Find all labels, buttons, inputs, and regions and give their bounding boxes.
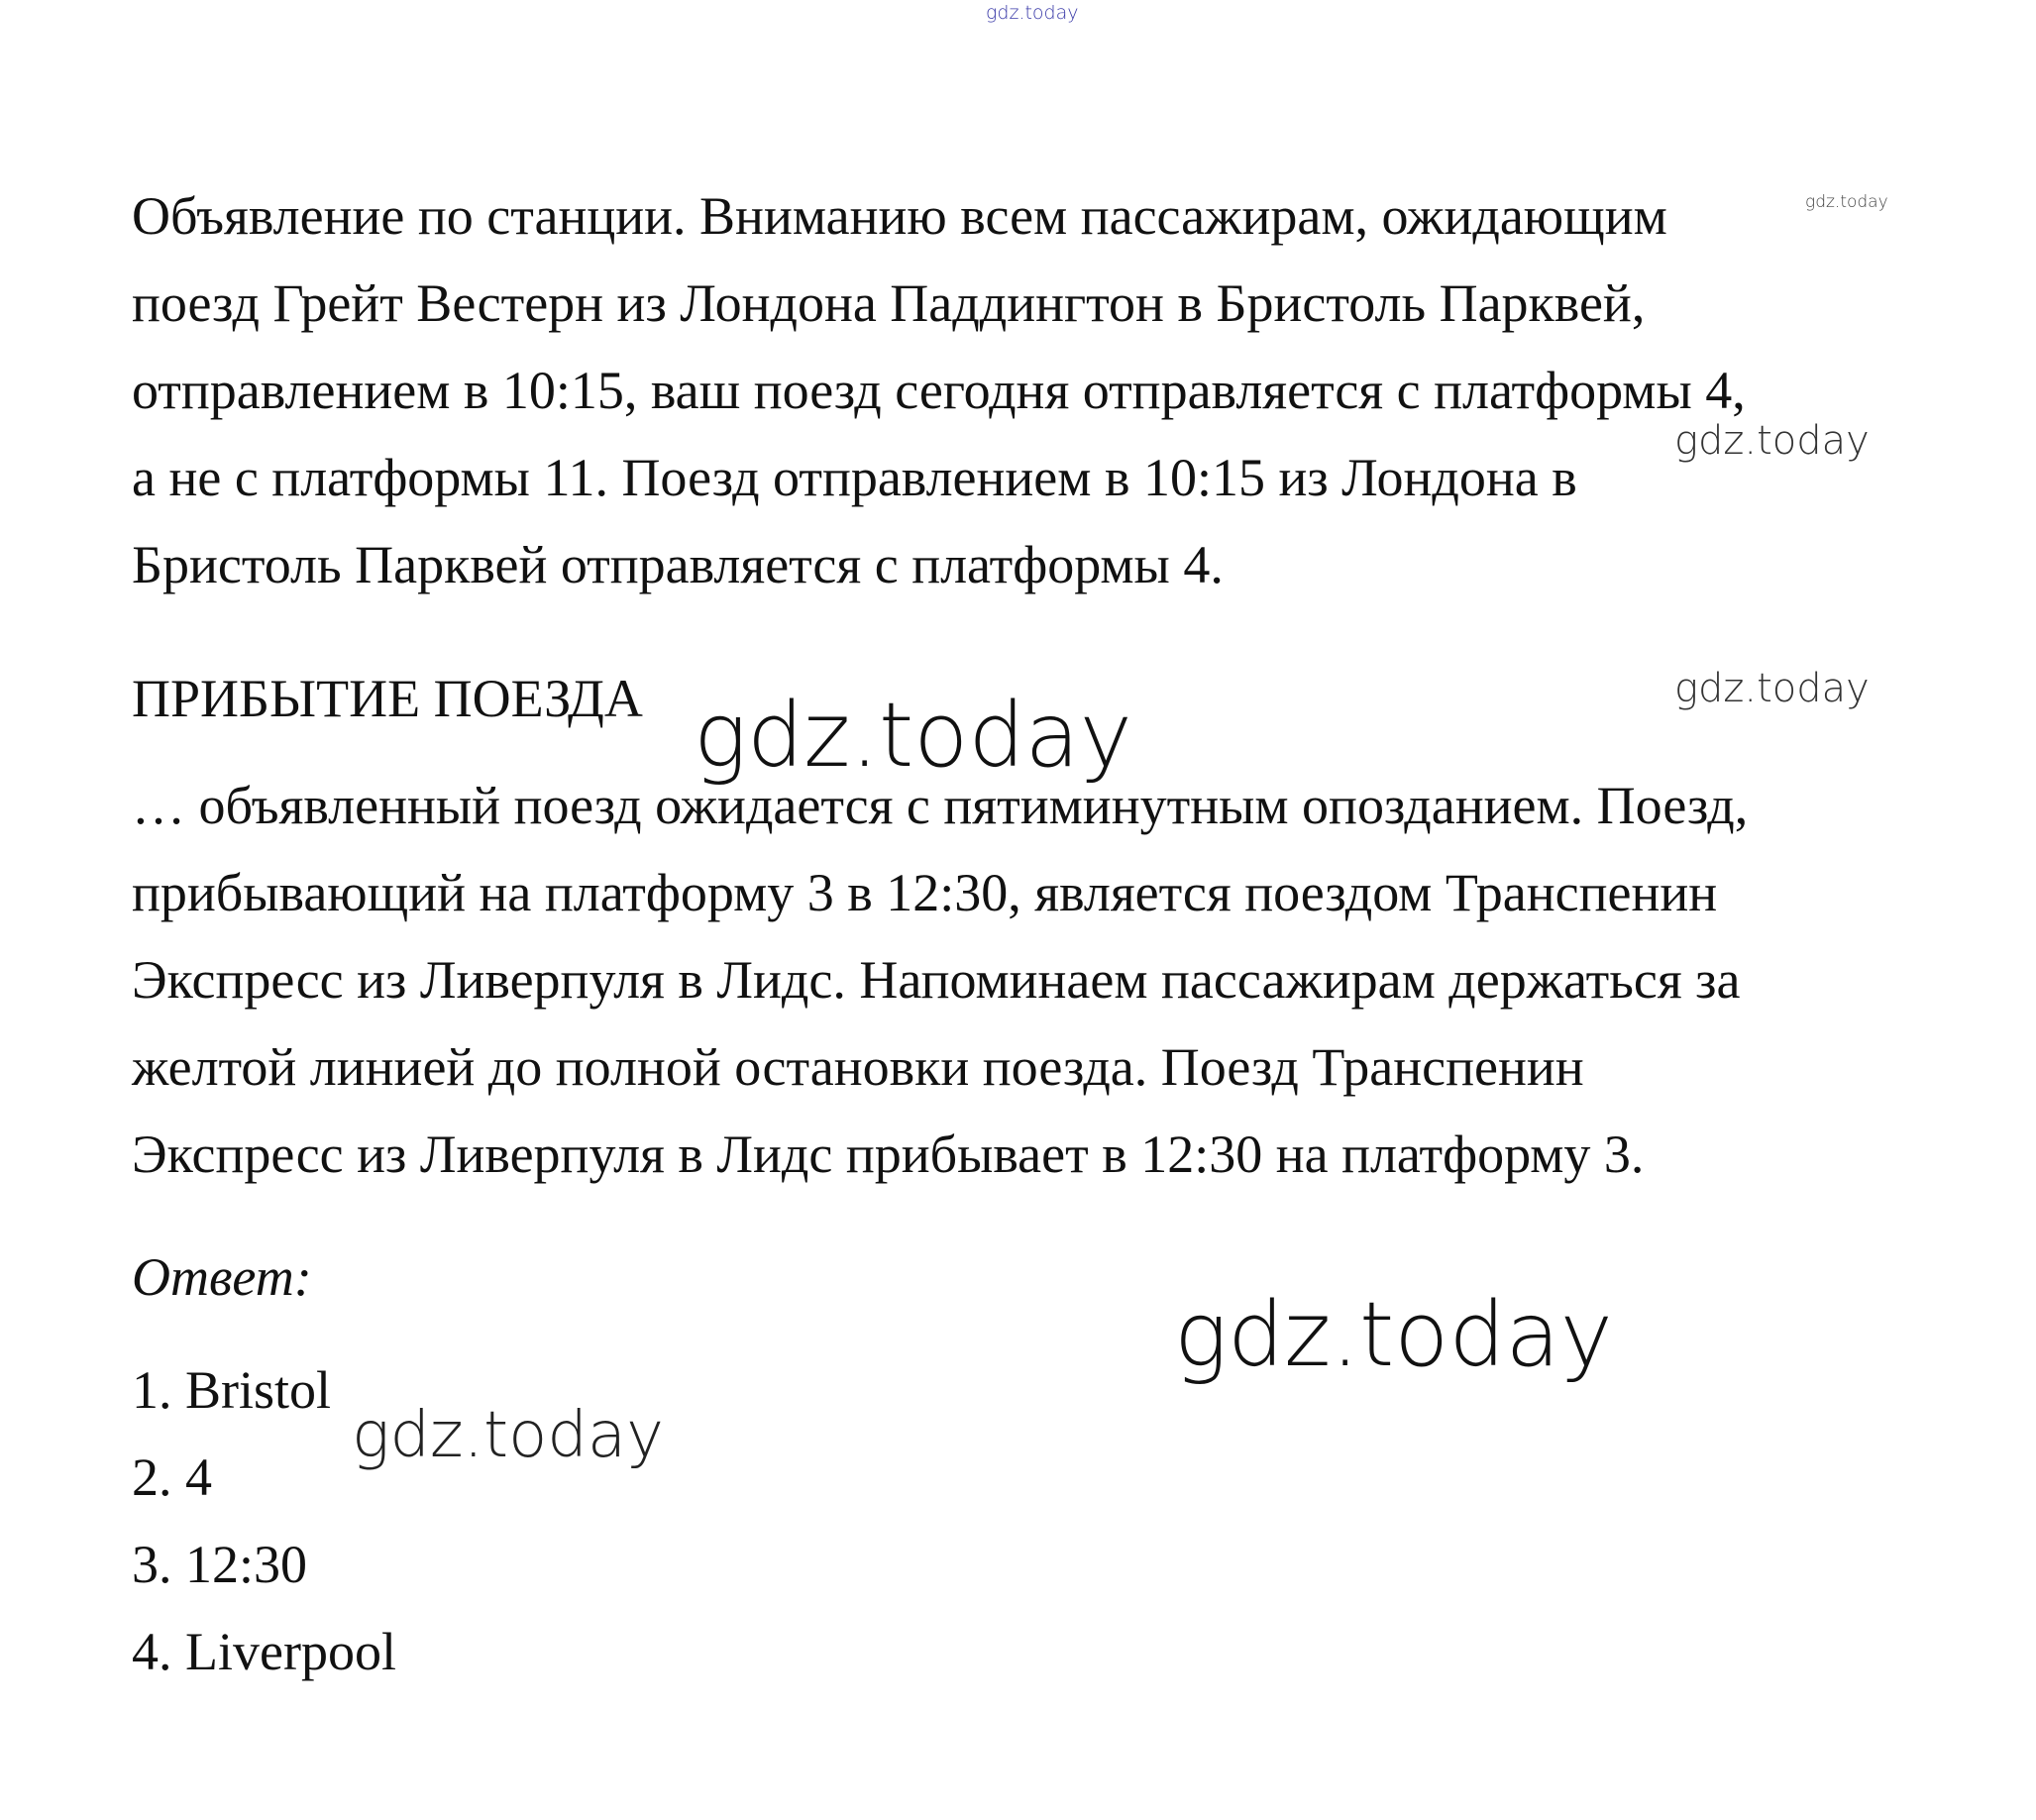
answer-item: 4. Liverpool: [132, 1622, 396, 1681]
paragraph-line: а не с платформы 11. Поезд отправлением в 10:15 из Лондона в: [132, 448, 1577, 507]
watermark: gdz.today: [352, 1399, 664, 1472]
paragraph-line: прибывающий на платформу 3 в 12:30, является поездом Транспенин: [132, 863, 1718, 922]
section-heading: ПРИБЫТИЕ ПОЕЗДА: [132, 669, 643, 728]
watermark: gdz.today: [694, 684, 1132, 788]
watermark: gdz.today: [1174, 1283, 1613, 1387]
watermark: gdz.today: [1674, 418, 1870, 464]
paragraph-line: желтой линией до полной остановки поезда. Поезд Транспенин: [132, 1037, 1584, 1097]
watermark: gdz.today: [986, 2, 1079, 24]
arrival-paragraph: [132, 762, 1915, 1198]
announcement-paragraph: [132, 172, 1915, 608]
paragraph-line: Объявление по станции. Вниманию всем пассажирам, ожидающим: [132, 186, 1667, 246]
answer-item: 2. 4: [132, 1447, 212, 1507]
watermark: gdz.today: [1674, 666, 1870, 711]
paragraph-line: Экспресс из Ливерпуля в Лидс прибывает в 12:30 на платформу 3.: [132, 1124, 1645, 1184]
answer-item: 3. 12:30: [132, 1535, 308, 1594]
answer-label: Ответ:: [132, 1247, 312, 1307]
paragraph-line: отправлением в 10:15, ваш поезд сегодня отправляется с платформы 4,: [132, 361, 1746, 420]
watermark: gdz.today: [1805, 192, 1888, 212]
paragraph-line: Экспресс из Ливерпуля в Лидс. Напоминаем пассажирам держаться за: [132, 950, 1741, 1010]
answer-item: 1. Bristol: [132, 1360, 332, 1420]
paragraph-line: Бристоль Парквей отправляется с платформы 4.: [132, 535, 1224, 594]
paragraph-line: … объявленный поезд ожидается с пятиминутным опозданием. Поезд,: [132, 776, 1749, 835]
paragraph-line: поезд Грейт Вестерн из Лондона Паддингтон в Бристоль Парквей,: [132, 273, 1646, 333]
